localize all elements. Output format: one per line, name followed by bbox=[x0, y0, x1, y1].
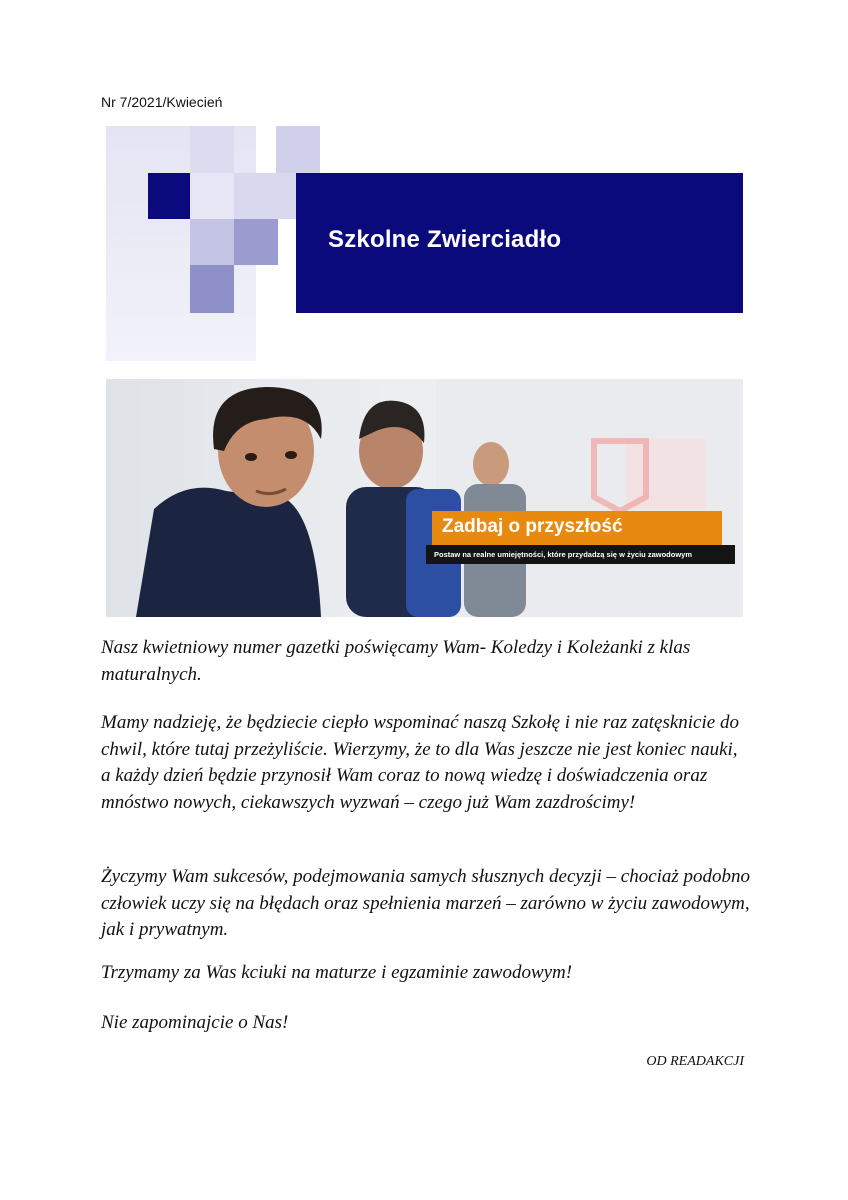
article-paragraph: Nie zapominajcie o Nas! bbox=[101, 1012, 289, 1033]
decor-square bbox=[234, 219, 278, 265]
signature: OD READAKCJI bbox=[646, 1054, 744, 1069]
issue-number: Nr 7/2021/Kwiecień bbox=[101, 94, 223, 110]
masthead-title: Szkolne Zwierciadło bbox=[328, 226, 562, 253]
decor-square bbox=[148, 173, 192, 219]
decor-square bbox=[234, 173, 296, 219]
promo-title-box bbox=[432, 511, 722, 545]
promo-title: Zadbaj o przyszłość bbox=[442, 516, 623, 537]
masthead-banner bbox=[106, 126, 743, 361]
decor-square bbox=[190, 219, 234, 265]
decor-square bbox=[190, 126, 234, 173]
decor-square bbox=[190, 265, 234, 313]
article-paragraph: Życzymy Wam sukcesów, podejmowania samych słusznych decyzji – chociaż podobno człowiek uczy się na błędach oraz spełnienia marzeń – zarówno w życiu zawodowym, jak i prywatnym. bbox=[101, 866, 751, 940]
promo-photo bbox=[106, 379, 743, 617]
article-paragraph: Mamy nadzieję, że będziecie ciepło wspominać naszą Szkołę i nie raz zatęsknicie do chwil, które tutaj przeżyliście. Wierzymy, że to dla Was jeszcze nie jest koniec nauki, a każdy dzień będzie przynosił Wam coraz to nową wiedzę i doświadczenia oraz mnóstwo nowych, ciekawszych wyzwań – czego już Wam zazdrościmy! bbox=[101, 712, 739, 813]
article-paragraph: Nasz kwietniowy numer gazetki poświęcamy Wam- Koledzy i Koleżanki z klas maturalnych. bbox=[101, 637, 691, 685]
decor-square bbox=[276, 126, 320, 173]
article-paragraph: Trzymamy za Was kciuki na maturze i egzaminie zawodowym! bbox=[101, 962, 573, 983]
promo-subtitle: Postaw na realne umiejętności, które przydadzą się w życiu zawodowym bbox=[426, 545, 735, 564]
decor-square bbox=[190, 173, 234, 219]
students-illustration bbox=[106, 379, 743, 617]
